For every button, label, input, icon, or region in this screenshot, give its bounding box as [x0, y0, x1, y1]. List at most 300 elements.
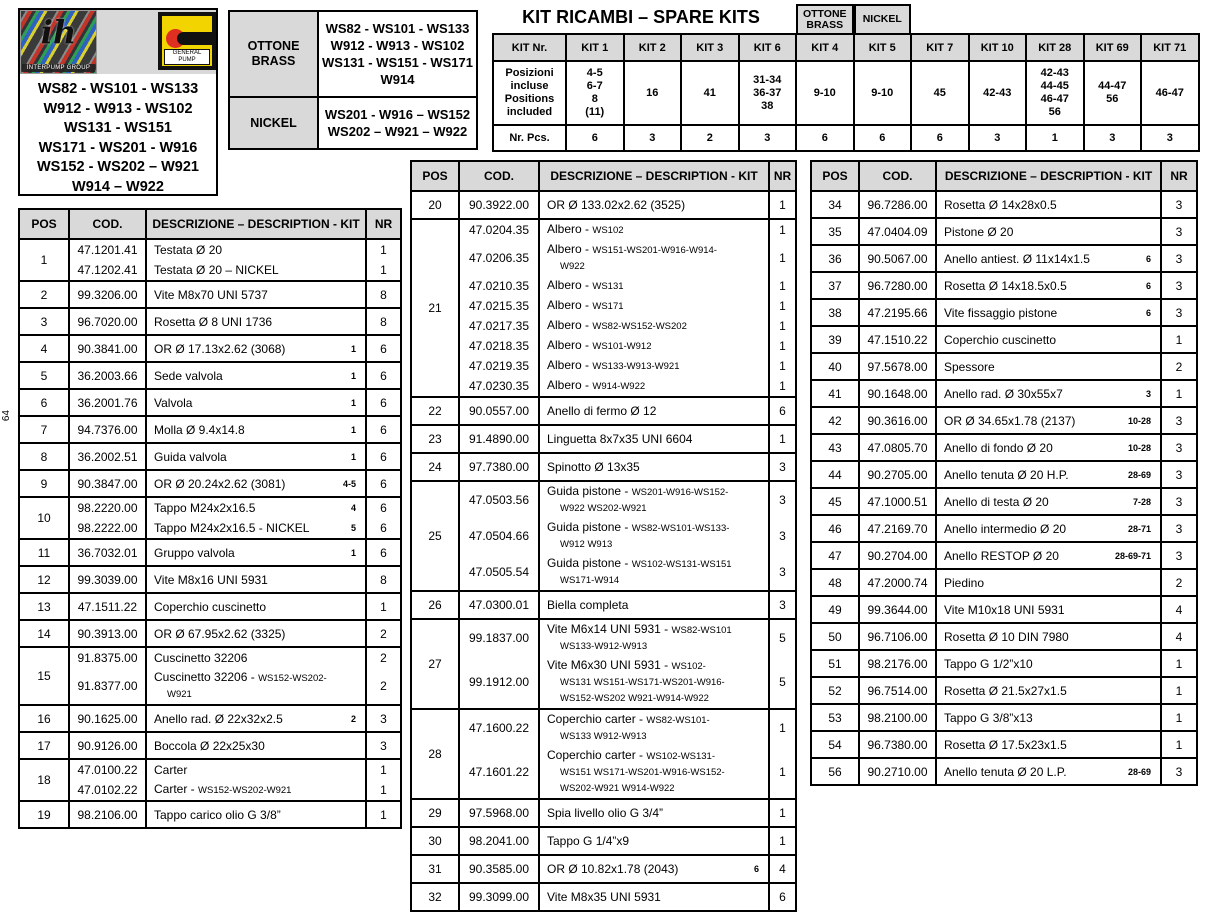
nr-cell: 1: [769, 316, 796, 336]
desc-line: [547, 378, 764, 394]
kit-pcs-cell: 3: [1141, 125, 1199, 151]
desc-cell: [539, 799, 769, 827]
cod-cell: 98.2222.00: [69, 518, 146, 539]
cod-cell: 90.3841.00: [69, 335, 146, 362]
nr-cell: 2: [1161, 569, 1197, 596]
table-row: [811, 650, 1197, 677]
text-line: 31-34: [753, 73, 782, 86]
desc-cell: [539, 453, 769, 481]
model-line: WS82 - WS101 - WS133: [37, 81, 199, 97]
model-line: WS171 - WS201 - W916: [38, 139, 198, 156]
table-row: [19, 780, 401, 801]
desc-cell: [146, 801, 366, 828]
desc-line: [154, 369, 361, 383]
pos-cell: 37: [811, 272, 859, 299]
desc-text: Anello di testa Ø 20: [944, 494, 1049, 509]
interpump-logo-label: INTERPUMP GROUP: [22, 64, 95, 72]
kit-column-header: KIT 69: [1084, 34, 1142, 61]
pos-header: POS: [811, 161, 859, 191]
desc-models-text: WS152-WS202-W921: [198, 785, 292, 796]
kit-column-header: KIT 1: [566, 34, 624, 61]
desc-text: Albero -: [547, 222, 593, 236]
table-row: [411, 356, 796, 376]
desc-text: Albero -: [547, 278, 593, 292]
kit-ref: 3: [1145, 388, 1151, 399]
cod-cell: 99.1837.00: [459, 619, 539, 656]
desc-line: [547, 338, 764, 354]
desc-line: [547, 556, 764, 588]
kit-positions-cell: [911, 61, 969, 125]
desc-cell: [146, 518, 366, 539]
kit-ref: 5: [350, 523, 356, 533]
desc-cell: [936, 704, 1161, 731]
nr-cell: 1: [769, 746, 796, 799]
desc-cell: [539, 425, 769, 453]
desc-text: Coperchio cuscinetto: [944, 332, 1057, 347]
desc-line: [154, 808, 361, 822]
kit-nr-header: KIT Nr.: [493, 34, 566, 61]
desc-models-text: WS82-WS152-WS202: [592, 321, 687, 332]
general-pump-logo-field: [161, 15, 213, 67]
cod-cell: 90.3585.00: [459, 855, 539, 883]
cod-cell: 36.2003.66: [69, 362, 146, 389]
kit-ref: 7-28: [1132, 496, 1151, 507]
pos-cell: 18: [19, 759, 69, 801]
pos-cell: 9: [19, 470, 69, 497]
text-line: 45: [933, 86, 946, 99]
desc-models-text: WS152-WS202-W921: [167, 673, 327, 700]
kit-positions-cell: [1026, 61, 1084, 125]
table-row: [811, 596, 1197, 623]
pos-cell: 26: [411, 591, 459, 619]
desc-cell: [146, 705, 366, 732]
nr-header: NR: [769, 161, 796, 191]
desc-text: Tappo M24x2x16.5 - NICKEL: [154, 521, 310, 535]
desc-text: Guida valvola: [154, 449, 227, 464]
pos-cell: 15: [19, 647, 69, 705]
desc-cell: [936, 272, 1161, 299]
text-line: WS131 - WS151 - WS171: [322, 55, 473, 70]
desc-cell: [146, 308, 366, 335]
kit-header-row: [493, 34, 1199, 61]
nr-cell: 6: [366, 443, 401, 470]
cod-cell: 47.0218.35: [459, 336, 539, 356]
cod-cell: 47.0102.22: [69, 780, 146, 801]
cod-cell: 47.1511.22: [69, 593, 146, 620]
kit-pcs-cell: 2: [681, 125, 739, 151]
desc-cell: [539, 883, 769, 911]
desc-cell: [146, 260, 366, 281]
table-row: [19, 759, 401, 780]
nr-cell: 1: [769, 191, 796, 219]
cod-cell: 47.0217.35: [459, 316, 539, 336]
desc-cell: [146, 362, 366, 389]
desc-models-text: WS82-WS101 WS133-W912-W913: [560, 625, 732, 652]
nr-cell: 8: [366, 566, 401, 593]
cod-cell: 96.7380.00: [859, 731, 936, 758]
table-row: [411, 240, 796, 276]
pos-cell: 22: [411, 397, 459, 425]
desc-cell: [539, 827, 769, 855]
kit-positions-cell: [681, 61, 739, 125]
desc-line: [547, 298, 764, 314]
nr-cell: 6: [366, 470, 401, 497]
cod-cell: 90.2704.00: [859, 542, 936, 569]
nr-cell: 1: [366, 780, 401, 801]
table-row: [19, 539, 401, 566]
text-line: 44-47: [1098, 80, 1127, 92]
cod-cell: 90.1625.00: [69, 705, 146, 732]
kit-ref: 6: [1145, 253, 1151, 264]
desc-cell: [936, 380, 1161, 407]
interpump-monogram-icon: ih: [40, 13, 77, 51]
desc-text: Anello rad. Ø 30x55x7: [944, 386, 1063, 401]
cod-cell: 90.3616.00: [859, 407, 936, 434]
desc-cell: [539, 376, 769, 397]
desc-text: Gruppo valvola: [154, 545, 235, 560]
page-title: KIT RICAMBI – SPARE KITS: [522, 7, 760, 27]
cod-cell: 47.0503.56: [459, 481, 539, 518]
table-row: [411, 554, 796, 591]
cod-cell: 47.0215.35: [459, 296, 539, 316]
nr-cell: 4: [1161, 596, 1197, 623]
desc-text: Rosetta Ø 14x18.5x0.5: [944, 278, 1067, 293]
kit-positions-row: [493, 61, 1199, 125]
cod-cell: 98.2041.00: [459, 827, 539, 855]
nr-cell: 6: [769, 883, 796, 911]
kit-ref: 2: [350, 713, 356, 724]
nr-cell: 1: [366, 801, 401, 828]
desc-cell: [146, 668, 366, 705]
cod-cell: 47.2195.66: [859, 299, 936, 326]
cod-cell: 90.9126.00: [69, 732, 146, 759]
desc-text: Spinotto Ø 13x35: [547, 460, 640, 474]
desc-cell: [936, 542, 1161, 569]
kit-column-header: KIT 3: [681, 34, 739, 61]
desc-line: [154, 521, 361, 535]
desc-cell: [146, 416, 366, 443]
cod-cell: 98.2100.00: [859, 704, 936, 731]
desc-cell: [539, 397, 769, 425]
nr-cell: 3: [366, 732, 401, 759]
table-row: [811, 353, 1197, 380]
nr-header: NR: [1161, 161, 1197, 191]
text-line: 36-37: [753, 86, 782, 99]
parts-header-row: [811, 161, 1197, 191]
desc-text: OR Ø 34.65x1.78 (2137): [944, 413, 1076, 428]
desc-cell: [936, 407, 1161, 434]
text-line: OTTONE: [247, 39, 300, 53]
table-row: [19, 416, 401, 443]
nr-cell: 1: [769, 799, 796, 827]
desc-line: [944, 657, 1156, 671]
desc-text: Sede valvola: [154, 368, 223, 383]
desc-cell: [539, 336, 769, 356]
desc-text: OR Ø 67.95x2.62 (3325): [154, 626, 286, 641]
table-row: [411, 336, 796, 356]
kit-pcs-cell: 1: [1026, 125, 1084, 151]
desc-text: Carter: [154, 763, 188, 777]
table-row: [411, 855, 796, 883]
desc-cell: [936, 218, 1161, 245]
nickel-header-box: [854, 4, 912, 35]
nr-cell: 3: [1161, 272, 1197, 299]
nr-cell: 1: [769, 240, 796, 276]
text-line: Positions: [504, 93, 555, 105]
table-row: [811, 218, 1197, 245]
kit-pcs-cell: 6: [854, 125, 912, 151]
nr-cell: 3: [769, 554, 796, 591]
cod-cell: 47.0230.35: [459, 376, 539, 397]
desc-line: [944, 711, 1156, 725]
desc-line: [154, 263, 361, 277]
pos-cell: 10: [19, 497, 69, 539]
text-line: 46-47: [1040, 93, 1069, 105]
table-row: [411, 827, 796, 855]
cod-header: COD.: [69, 209, 146, 239]
nr-cell: 3: [769, 481, 796, 518]
material-row: [229, 97, 477, 149]
desc-line: [547, 520, 764, 552]
nr-cell: 3: [1161, 407, 1197, 434]
kit-ref: 28-69: [1127, 766, 1151, 777]
pos-cell: 41: [811, 380, 859, 407]
nr-cell: 3: [366, 705, 401, 732]
pos-cell: 3: [19, 308, 69, 335]
desc-text: Vite M8x16 UNI 5931: [154, 572, 268, 587]
cod-cell: 91.8377.00: [69, 668, 146, 705]
pos-cell: 4: [19, 335, 69, 362]
desc-text: Anello rad. Ø 22x32x2.5: [154, 711, 283, 726]
pos-cell: 54: [811, 731, 859, 758]
desc-cell: [146, 566, 366, 593]
cod-cell: 90.0557.00: [459, 397, 539, 425]
nr-cell: 1: [1161, 704, 1197, 731]
table-row: [811, 758, 1197, 785]
desc-line: [154, 627, 361, 641]
cod-cell: 47.1600.22: [459, 709, 539, 746]
desc-text: Albero -: [547, 298, 593, 312]
desc-text: OR Ø 17.13x2.62 (3068): [154, 341, 286, 356]
table-row: [811, 299, 1197, 326]
text-line: WS82 - WS101 - WS133: [325, 21, 470, 36]
desc-line: [547, 748, 764, 796]
cod-cell: 97.7380.00: [459, 453, 539, 481]
table-row: [811, 407, 1197, 434]
nr-cell: 3: [1161, 488, 1197, 515]
models-list: [20, 74, 216, 203]
nr-cell: 1: [1161, 731, 1197, 758]
desc-line: [154, 573, 361, 587]
cod-cell: 99.3206.00: [69, 281, 146, 308]
table-row: [811, 488, 1197, 515]
desc-text: Anello antiest. Ø 11x14x1.5: [944, 251, 1090, 266]
table-row: [411, 397, 796, 425]
desc-text: Albero -: [547, 338, 593, 352]
desc-cell: [936, 191, 1161, 218]
desc-cell: [146, 281, 366, 308]
desc-line: [944, 630, 1156, 644]
desc-line: [944, 441, 1156, 455]
desc-text: Molla Ø 9.4x14.8: [154, 422, 245, 437]
model-line: WS152 - WS202 – W921: [37, 159, 199, 175]
desc-cell: [936, 461, 1161, 488]
desc-cell: [936, 596, 1161, 623]
desc-text: Vite M10x18 UNI 5931: [944, 602, 1065, 617]
material-row: [229, 11, 477, 97]
desc-text: Vite M8x70 UNI 5737: [154, 287, 268, 302]
desc-cell: [936, 299, 1161, 326]
nr-cell: 3: [769, 453, 796, 481]
desc-cell: [936, 434, 1161, 461]
desc-text: Tappo M24x2x16.5: [154, 501, 256, 515]
text-line: 42-43: [1040, 67, 1069, 79]
kit-positions-cell: [969, 61, 1027, 125]
desc-line: [154, 288, 361, 302]
desc-cell: [146, 239, 366, 260]
desc-header: DESCRIZIONE – DESCRIPTION - KIT: [146, 209, 366, 239]
table-row: [411, 656, 796, 709]
pos-cell: 36: [811, 245, 859, 272]
text-line: 56: [1106, 93, 1119, 105]
text-line: W912 - W913 - WS102: [330, 38, 465, 53]
pos-cell: 34: [811, 191, 859, 218]
cod-cell: 96.7514.00: [859, 677, 936, 704]
pos-cell: 50: [811, 623, 859, 650]
model-line: W914 – W922: [72, 178, 164, 195]
desc-line: [154, 739, 361, 753]
pos-cell: 44: [811, 461, 859, 488]
pos-cell: 28: [411, 709, 459, 799]
desc-cell: [146, 497, 366, 518]
desc-text: Cuscinetto 32206: [154, 651, 248, 665]
desc-text: Tappo carico olio G 3/8”: [154, 807, 281, 822]
desc-line: [547, 198, 764, 212]
desc-cell: [936, 758, 1161, 785]
table-row: [19, 732, 401, 759]
desc-line: [154, 546, 361, 560]
desc-text: Rosetta Ø 8 UNI 1736: [154, 314, 273, 329]
table-row: [811, 677, 1197, 704]
parts-header-row: [19, 209, 401, 239]
desc-models-text: W914-W922: [592, 381, 646, 392]
pos-header: POS: [411, 161, 459, 191]
text-line: 8: [591, 93, 598, 105]
kit-ref: 6: [1145, 307, 1151, 318]
text-line: 9-10: [871, 86, 894, 99]
desc-models-text: WS82-WS101-WS133 W912-W913: [560, 715, 710, 742]
desc-text: Anello tenuta Ø 20 L.P.: [944, 764, 1067, 779]
kit-ref: 4-5: [342, 478, 356, 489]
desc-cell: [539, 240, 769, 276]
pos-cell: 5: [19, 362, 69, 389]
cod-cell: 36.7032.01: [69, 539, 146, 566]
pos-cell: 45: [811, 488, 859, 515]
desc-cell: [146, 389, 366, 416]
kit-positions-cell: [624, 61, 682, 125]
model-line: WS131 - WS151: [64, 120, 172, 136]
kit-ref: 28-69: [1127, 469, 1151, 480]
kit-column-header: KIT 6: [739, 34, 797, 61]
material-table: [228, 10, 478, 150]
desc-cell: [539, 481, 769, 518]
cod-cell: 96.7280.00: [859, 272, 936, 299]
desc-line: [154, 600, 361, 614]
cod-cell: 98.2220.00: [69, 497, 146, 518]
desc-text: Vite M6x30 UNI 5931 -: [547, 658, 672, 672]
table-row: [411, 591, 796, 619]
desc-models-text: WS151-WS201-W916-W914-W922: [560, 245, 717, 272]
pos-cell: 19: [19, 801, 69, 828]
parts-table-right: [810, 160, 1198, 786]
cod-header: COD.: [459, 161, 539, 191]
positions-label: [493, 61, 566, 125]
kit-positions-cell: [796, 61, 854, 125]
kit-ref: 1: [350, 397, 356, 408]
desc-line: [944, 198, 1156, 212]
table-row: [19, 566, 401, 593]
desc-line: [944, 360, 1156, 374]
kit-pcs-cell: 6: [566, 125, 624, 151]
desc-cell: [936, 731, 1161, 758]
table-row: [411, 219, 796, 240]
table-row: [411, 799, 796, 827]
desc-text: Biella completa: [547, 598, 629, 612]
parts-table-mid: [410, 160, 797, 912]
cod-cell: 47.1202.41: [69, 260, 146, 281]
pos-cell: 42: [811, 407, 859, 434]
table-row: [411, 425, 796, 453]
desc-text: Linguetta 8x7x35 UNI 6604: [547, 432, 693, 446]
desc-cell: [539, 219, 769, 240]
desc-text: Albero -: [547, 378, 593, 392]
desc-text: OR Ø 20.24x2.62 (3081): [154, 476, 286, 491]
kit-column-header: KIT 2: [624, 34, 682, 61]
nr-cell: 2: [1161, 353, 1197, 380]
desc-cell: [539, 855, 769, 883]
cod-cell: 90.3922.00: [459, 191, 539, 219]
cod-cell: 36.2002.51: [69, 443, 146, 470]
desc-line: [944, 603, 1156, 617]
nr-cell: 2: [366, 620, 401, 647]
kit-ref: 6: [1145, 280, 1151, 291]
desc-header: DESCRIZIONE – DESCRIPTION - KIT: [936, 161, 1161, 191]
desc-text: Coperchio carter -: [547, 748, 647, 762]
cod-cell: 90.3913.00: [69, 620, 146, 647]
text-line: 38: [761, 99, 774, 112]
cod-cell: 47.2000.74: [859, 569, 936, 596]
table-row: [811, 542, 1197, 569]
desc-line: [547, 484, 764, 516]
desc-line: [154, 501, 361, 515]
table-row: [811, 191, 1197, 218]
text-line: BRASS: [251, 54, 296, 68]
pos-cell: 21: [411, 219, 459, 397]
kit-ref: 28-71: [1127, 523, 1151, 534]
desc-cell: [936, 650, 1161, 677]
table-row: [411, 709, 796, 746]
cod-cell: 90.2705.00: [859, 461, 936, 488]
desc-line: [547, 890, 764, 904]
pos-cell: 1: [19, 239, 69, 281]
nr-cell: 1: [1161, 326, 1197, 353]
nr-cell: 3: [1161, 515, 1197, 542]
table-row: [811, 272, 1197, 299]
desc-line: [547, 432, 764, 446]
cod-cell: 90.5067.00: [859, 245, 936, 272]
pos-cell: 29: [411, 799, 459, 827]
cod-cell: 47.1510.22: [859, 326, 936, 353]
